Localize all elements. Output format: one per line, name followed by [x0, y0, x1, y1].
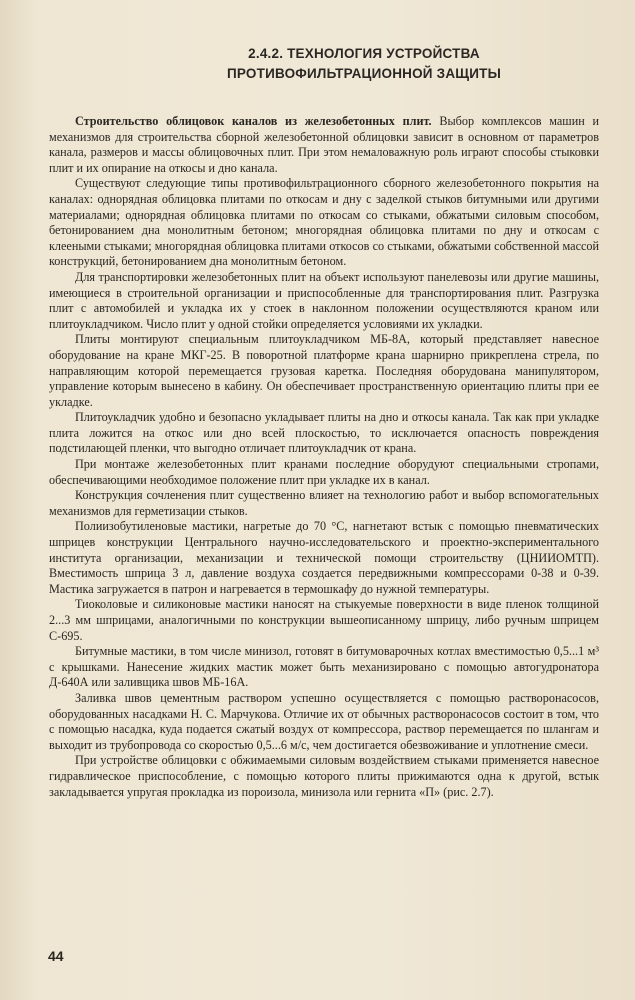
- paragraph-text: Полиизобутиленовые мастики, нагретые до 70 °С, нагнетают встык с помощью пневматических шприцев конструкции Центрального научно-исследовательского и проектно-экспериментального института организации, механизации и технической помощи строительству (ЦНИИОМТП). Вместимость шприца 3 л, давление воздуха создается передвижными компрессорами 0-38 и 0-39. Мастика загружается в патрон и нагревается в термошкафу до нужной температуры.: [49, 519, 599, 596]
- paragraph-12: [49, 753, 599, 800]
- paragraph-9: [49, 597, 599, 644]
- section-heading-line-2: ПРОТИВОФИЛЬТРАЦИОННОЙ ЗАЩИТЫ: [227, 66, 501, 81]
- paragraph-text: Существуют следующие типы противофильтрационного сборного железобетонного покрытия на каналах: однорядная облицовка плитами по откосам и дну с заделкой стыков битумными или другими материалами; однорядная облицовка плитами по откосам со стыками, обжатыми силовым способом, бетонированием дна монолитным бетоном; многорядная облицовка плитами по дну и откосам с клееными стыками; многорядная облицовка плитами откосов со стыками, обжатыми собственной массой конструкций, бетонированием дна монолитным бетоном.: [49, 176, 599, 269]
- paragraph-text: Конструкция сочленения плит существенно влияет на технологию работ и выбор вспомогательных механизмов для герметизации стыков.: [49, 488, 599, 518]
- paragraph-6: [49, 457, 599, 488]
- paragraph-10: [49, 644, 599, 691]
- paragraph-text: Тиоколовые и силиконовые мастики наносят на стыкуемые поверхности в виде пленок толщиной 2...3 мм шприцами, аналогичными по конструкции вышеописанному шприцу, либо ручным шприцем С-695.: [49, 597, 599, 643]
- paragraph-2: [49, 176, 599, 270]
- paragraph-lead: Строительство облицовок каналов из железобетонных плит.: [75, 114, 432, 128]
- paragraph-text: Заливка швов цементным раствором успешно осуществляется с помощью растворонасосов, оборудованных насадками Н. С. Марчукова. Отличие их от обычных растворонасосов состоит в том, что с помощью насадка, куда подается сжатый воздух от компрессора, раствор перемещается по шлангам и выходит из трубопровода со скоростью 0,5...6 м/с, чем достигается обезвоживание и уплотнение смеси.: [49, 690, 599, 752]
- section-heading-line-1: 2.4.2. ТЕХНОЛОГИЯ УСТРОЙСТВА: [248, 46, 480, 61]
- paragraph-11: [49, 691, 599, 753]
- paragraph-text: Выбор комплексов машин и механизмов для строительства сборной железобетонной облицовки зависит в основном от параметров канала, размеров и массы облицовочных плит. При этом немаловажную роль играют способы стыковки плит и их опирание на откосы и дно канала.: [49, 114, 599, 175]
- paragraph-7: [49, 488, 599, 519]
- paragraph-text: При монтаже железобетонных плит кранами последние оборудуют специальными стропами, обеспечивающими необходимое положение плит при укладке их в канал.: [49, 457, 599, 487]
- paragraph-1: [49, 114, 599, 176]
- body-text: [49, 114, 599, 800]
- page-number: 44: [48, 948, 64, 964]
- section-heading: [49, 44, 599, 84]
- paragraph-5: [49, 410, 599, 457]
- paragraph-text: Плиты монтируют специальным плитоукладчиком МБ-8А, который представляет навесное оборудование на кране МКГ-25. В поворотной платформе крана шарнирно прикреплена стрела, по направляющим которой перемещается грузовая каретка. Последняя оборудована манипулятором, управление которым вынесено в кабину. Он обеспечивает пространственную ориентацию плиты при ее укладке.: [49, 332, 599, 409]
- paragraph-4: [49, 332, 599, 410]
- paragraph-text: Плитоукладчик удобно и безопасно укладывает плиты на дно и откосы канала. Так как при укладке плита ложится на откос или дно всей плоскостью, то исключается опасность повреждения подстилающей пленки, что выгодно отличает плитоукладчик от крана.: [49, 410, 599, 456]
- paragraph-8: [49, 519, 599, 597]
- paragraph-3: [49, 270, 599, 332]
- paragraph-text: Битумные мастики, в том числе минизол, готовят в битумоварочных котлах вместимостью 0,5...1 м³ с крышками. Нанесение жидких мастик может быть механизировано с помощью автогудронатора Д-640А или заливщика швов МБ-16А.: [49, 644, 599, 690]
- paragraph-text: При устройстве облицовки с обжимаемыми силовым воздействием стыками применяется навесное гидравлическое приспособление, с помощью которого плиты прижимаются одна к другой, встык закладывается упругая прокладка из пороизола, минизола или гернита «П» (рис. 2.7).: [49, 753, 599, 799]
- paragraph-text: Для транспортировки железобетонных плит на объект используют панелевозы или другие машины, имеющиеся в строительной организации и приспособленные для транспортирования плит. Разгрузка плит с автомобилей и укладка их у стоек в наклонном положении осуществляются краном или плитоукладчиком. Число плит у одной стойки определяется условиями их укладки.: [49, 269, 599, 331]
